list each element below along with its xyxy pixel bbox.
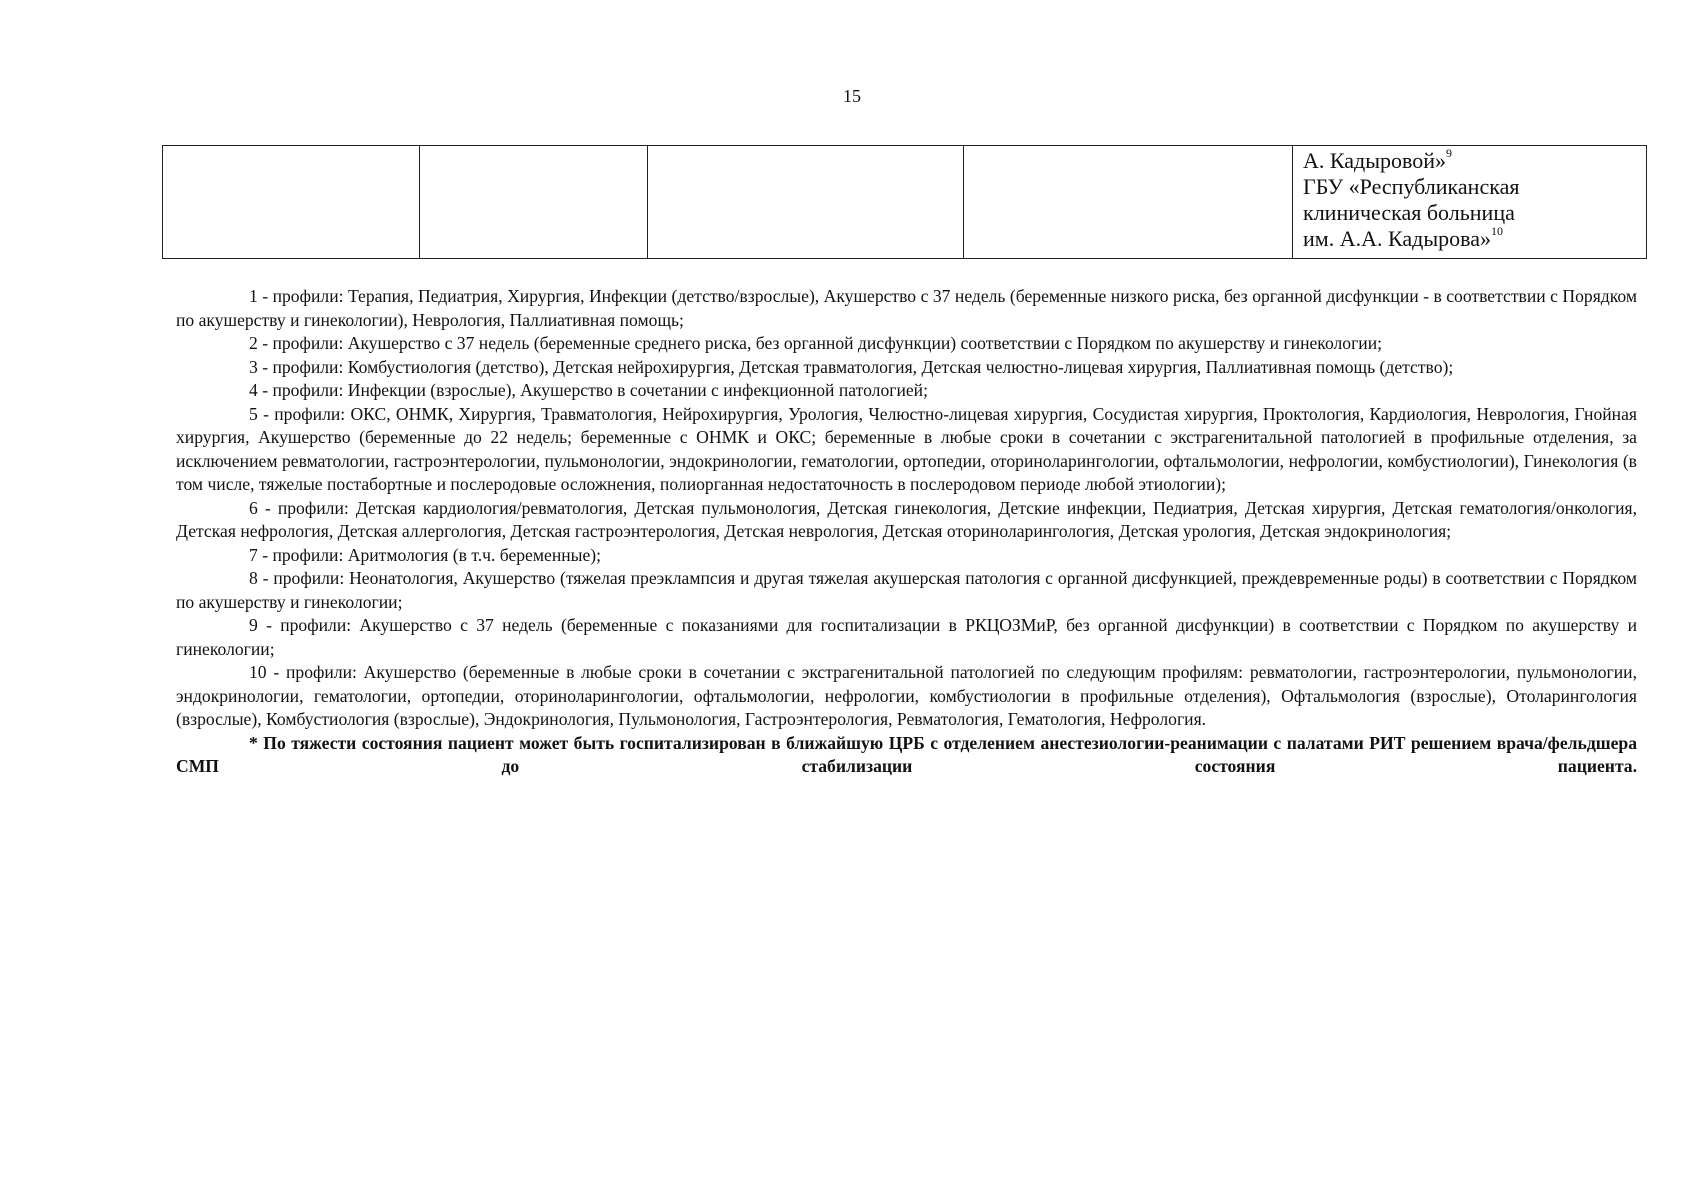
note-2: 2 - профили: Акушерство с 37 недель (беременные среднего риска, без органной дисфункции) соответствии с Порядком по акушерству и гинекологии; (249, 333, 1383, 353)
note-4: 4 - профили: Инфекции (взрослые), Акушерство в сочетании с инфекционной патологией; (249, 380, 928, 400)
note-9: 9 - профили: Акушерство с 37 недель (беременные с показаниями для госпитализации в РКЦОЗМиР, без органной дисфункции) в соответствии с Порядком по акушерству и гинекологии; (176, 615, 1637, 659)
note-6: 6 - профили: Детская кардиология/ревматология, Детская пульмонология, Детская гинекология, Детские инфекции, Педиатрия, Детская хирургия, Детская гематология/онкология, Детская нефрология, Детская аллергология, Детская гастроэнтерология, Детская неврология, Детская оториноларингология, Детская урология, Детская эндокринология; (176, 497, 1637, 541)
note-8: 8 - профили: Неонатология, Акушерство (тяжелая преэклампсия и другая тяжелая акушерская патология с органной дисфункцией, преждевременные роды) в соответствии с Порядком по акушерству и гинекологии; (176, 568, 1637, 612)
note-3: 3 - профили: Комбустиология (детство), Детская нейрохирургия, Детская травматология, Детская челюстно-лицевая хирургия, Паллиативная помощь (детство); (249, 356, 1454, 377)
continuation-table (162, 145, 1647, 259)
table-cell-4 (964, 146, 1293, 259)
page-number: 15 (843, 86, 861, 106)
cell-line: клиническая больница (1303, 200, 1515, 225)
note-1: 1 - профили: Терапия, Педиатрия, Хирургия, Инфекции (детство/взрослые), Акушерство с 37 недель (беременные низкого риска, без органной дисфункции - в соответствии с Порядком по акушерству и гинекологии), Неврология, Паллиативная помощь; (176, 286, 1637, 330)
table-cell-2 (420, 146, 648, 259)
table-cell-hospitals (1293, 146, 1647, 259)
cell-line: А. Кадыровой»$^9$ (1303, 145, 1453, 173)
note-5: 5 - профили: ОКС, ОНМК, Хирургия, Травматология, Нейрохирургия, Урология, Челюстно-лицевая хирургия, Сосудистая хирургия, Проктология, Кардиология, Неврология, Гнойная хирургия, Акушерство (беременные до 22 недель; беременные с ОНМК и ОКС; беременные в любые сроки в сочетании с экстрагенитальной патологией в профильные отделения, за исключением ревматологии, гастроэнтерологии, пульмонологии, эндокринологии, гематологии, ортопедии, оториноларингологии, офтальмологии, нефрологии, комбустиологии), Гинекология (в том числе, тяжелые постабортные и послеродовые осложнения, полиорганная недостаточность в послеродовом периоде любой этиологии); (176, 403, 1637, 494)
severity-note: * По тяжести состояния пациент может быть госпитализирован в ближайшую ЦРБ с отделением анестезиологии-реанимации с палатами РИТ решением врача/фельдшера СМП до стабилизации состояния пациента. (176, 732, 1637, 776)
table-row (163, 146, 1647, 259)
table-cell-3 (648, 146, 964, 259)
footnote-mark: 9 (1446, 145, 1453, 160)
cell-line: им. А.А. Кадырова»$^{10}$ (1303, 223, 1503, 251)
footnote-mark: 10 (1490, 223, 1503, 238)
table-cell-1 (163, 146, 420, 259)
profile-notes (176, 285, 1637, 779)
note-10: 10 - профили: Акушерство (беременные в любые сроки в сочетании с экстрагенитальной патологией по следующим профилям: ревматологии, гастроэнтерологии, пульмонологии, эндокринологии, гематологии, ортопедии, оториноларингологии, офтальмологии, нефрологии, комбустиологии в профильные отделения), Офтальмология (взрослые), Отоларингология (взрослые), Комбустиология (взрослые), Эндокринология, Пульмонология, Гастроэнтерология, Ревматология, Гематология, Нефрология. (176, 662, 1637, 729)
note-7: 7 - профили: Аритмология (в т.ч. беременные); (249, 544, 602, 565)
cell-line: ГБУ «Республиканская (1303, 174, 1520, 199)
